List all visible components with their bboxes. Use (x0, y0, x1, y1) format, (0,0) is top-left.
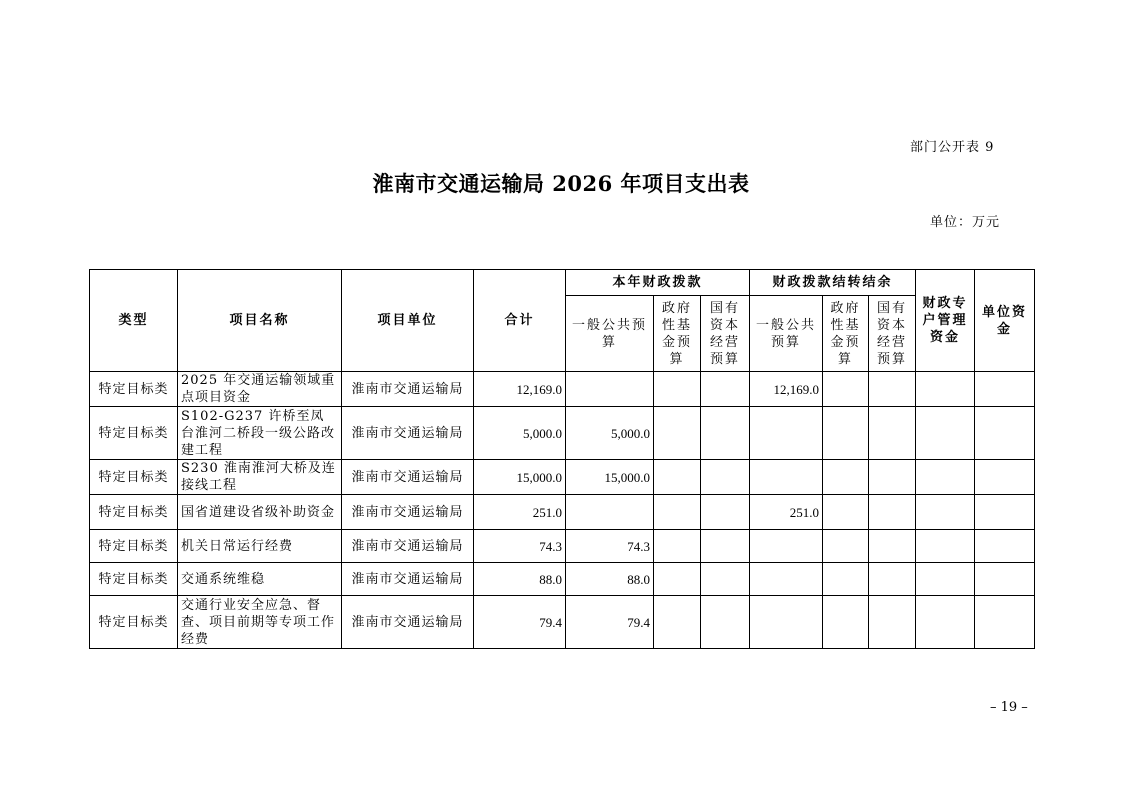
row-project-unit: 淮南市交通运输局 (342, 596, 474, 649)
row-project-unit: 淮南市交通运输局 (342, 495, 474, 530)
row-total: 88.0 (474, 563, 566, 596)
header-cur-fund: 政府性基金预算 (654, 296, 701, 372)
row-co-general (750, 407, 823, 460)
header-type: 类型 (90, 270, 178, 372)
unit-label: 单位：万元 (930, 215, 1001, 230)
header-carryover: 财政拨款结转结余 (750, 270, 916, 296)
header-current-year-allocation: 本年财政拨款 (566, 270, 750, 296)
header-project-unit: 项目单位 (342, 270, 474, 372)
table-row (90, 495, 1035, 530)
header-total: 合计 (474, 270, 566, 372)
row-cur-general: 79.4 (566, 596, 654, 649)
row-type: 特定目标类 (90, 372, 178, 407)
row-project-name: 机关日常运行经费 (178, 530, 342, 563)
table-row (90, 460, 1035, 495)
row-total: 15,000.0 (474, 460, 566, 495)
row-project-unit: 淮南市交通运输局 (342, 372, 474, 407)
table-row (90, 530, 1035, 563)
row-co-general: 251.0 (750, 495, 823, 530)
row-project-name: S102-G237 许桥至凤台淮河二桥段一级公路改建工程 (178, 407, 342, 460)
header-project-name: 项目名称 (178, 270, 342, 372)
row-cur-general: 74.3 (566, 530, 654, 563)
row-type: 特定目标类 (90, 407, 178, 460)
row-co-general (750, 563, 823, 596)
row-project-unit: 淮南市交通运输局 (342, 407, 474, 460)
row-project-name: 交通行业安全应急、督查、项目前期等专项工作经费 (178, 596, 342, 649)
row-cur-general: 15,000.0 (566, 460, 654, 495)
row-project-name: S230 淮南淮河大桥及连接线工程 (178, 460, 342, 495)
row-type: 特定目标类 (90, 495, 178, 530)
row-project-unit: 淮南市交通运输局 (342, 460, 474, 495)
row-cur-general (566, 372, 654, 407)
header-cur-state: 国有资本经营预算 (701, 296, 750, 372)
project-expenditure-table (89, 269, 1035, 649)
row-cur-general: 5,000.0 (566, 407, 654, 460)
table-row (90, 407, 1035, 460)
row-project-name: 2025 年交通运输领域重点项目资金 (178, 372, 342, 407)
header-co-state: 国有资本经营预算 (869, 296, 916, 372)
header-co-fund: 政府性基金预算 (823, 296, 869, 372)
row-type: 特定目标类 (90, 563, 178, 596)
row-type: 特定目标类 (90, 530, 178, 563)
page-title: 淮南市交通运输局 2026 年项目支出表 (372, 171, 750, 196)
header-own-funds: 单位资金 (975, 270, 1035, 372)
page-number: – 19 – (990, 700, 1028, 715)
header-co-general: 一般公共预算 (750, 296, 823, 372)
table-row (90, 563, 1035, 596)
row-type: 特定目标类 (90, 460, 178, 495)
table-row (90, 596, 1035, 649)
row-total: 12,169.0 (474, 372, 566, 407)
row-co-general (750, 460, 823, 495)
row-co-general (750, 596, 823, 649)
row-project-name: 交通系统维稳 (178, 563, 342, 596)
row-total: 251.0 (474, 495, 566, 530)
row-total: 79.4 (474, 596, 566, 649)
header-special-account: 财政专户管理资金 (916, 270, 975, 372)
row-cur-general: 88.0 (566, 563, 654, 596)
row-project-unit: 淮南市交通运输局 (342, 563, 474, 596)
row-cur-general (566, 495, 654, 530)
row-project-unit: 淮南市交通运输局 (342, 530, 474, 563)
header-cur-general: 一般公共预算 (566, 296, 654, 372)
table-row (90, 372, 1035, 407)
row-co-general: 12,169.0 (750, 372, 823, 407)
row-co-general (750, 530, 823, 563)
row-type: 特定目标类 (90, 596, 178, 649)
row-total: 74.3 (474, 530, 566, 563)
row-project-name: 国省道建设省级补助资金 (178, 495, 342, 530)
row-total: 5,000.0 (474, 407, 566, 460)
form-id: 部门公开表 9 (910, 140, 995, 155)
